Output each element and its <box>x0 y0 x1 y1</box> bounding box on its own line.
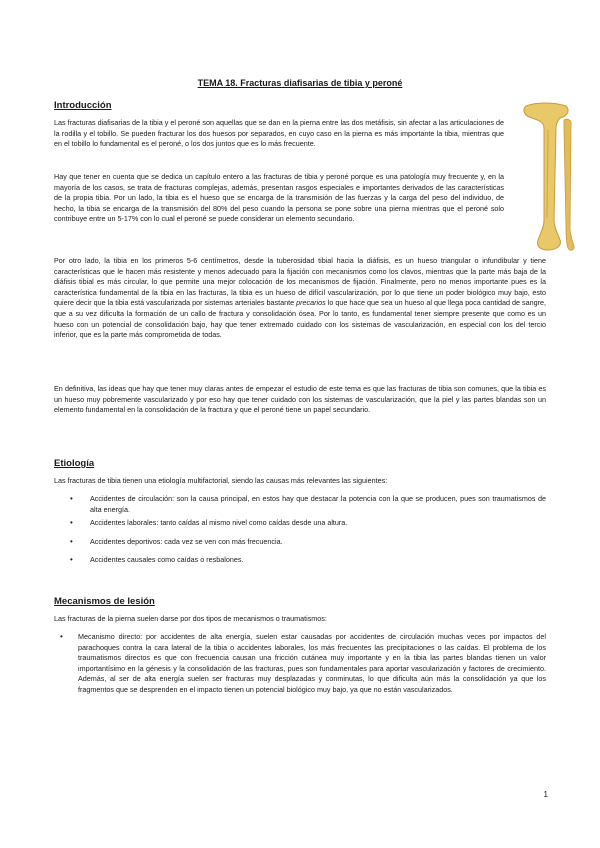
heading-mecanismos: Mecanismos de lesión <box>54 596 155 607</box>
page-number: 1 <box>543 790 548 799</box>
list-item-text: Accidentes de circulación: son la causa principal, en estos hay que destacar la potencia con la que se producen, pues son traumatismos de alta energía. <box>90 494 546 514</box>
heading-introduccion: Introducción <box>54 100 112 111</box>
list-item <box>54 555 546 566</box>
intro-paragraph-4: En definitiva, las ideas que hay que tener muy claras antes de empezar el estudio de este tema es que las fracturas de tibia son comunes, que la tibia es un hueso muy pobremente vascularizado y por eso hay que tener cuidado con los sistemas de vascularización, que la piel y las partes blandas son un elemento fundamental en la consolidación de la fractura y que el peroné tiene un papel secundario. <box>54 384 546 415</box>
list-item-text: Accidentes deportivos: cada vez se ven con más frecuencia. <box>90 536 283 546</box>
bullet-icon: • <box>60 632 63 641</box>
list-item <box>54 494 546 515</box>
list-item <box>54 537 546 548</box>
list-item-text: Accidentes causales como caídas o resbalones. <box>90 555 244 565</box>
list-item <box>54 518 546 529</box>
mecanismos-list <box>54 632 546 696</box>
etiologia-list <box>54 494 546 566</box>
bullet-icon: • <box>70 518 73 528</box>
mecanismos-intro: Las fracturas de la pierna suelen darse por dos tipos de mecanismos o traumatismos: <box>54 614 327 623</box>
tibia-fibula-bone-illustration <box>514 100 586 256</box>
list-item <box>54 632 546 696</box>
intro-paragraph-3 <box>54 256 546 341</box>
bullet-icon: • <box>70 536 73 546</box>
list-item-text: Accidentes laborales: tanto caídas al mismo nivel como caídas desde una altura. <box>90 518 348 528</box>
bullet-icon: • <box>70 555 73 565</box>
intro-paragraph-2: Hay que tener en cuenta que se dedica un capítulo entero a las fracturas de tibia y peroné porque es una patología muy frecuente y, en la mayoría de los casos, se trata de fracturas complejas, además, presentan rasgos especiales e importantes derivados de las características de la propia tibia. Por un lado, la tibia es el hueso que se encarga de la transmisión de las fuerzas y la carga del peso del individuo, de hecho, la tibia se encarga de la transmisión del 80% del peso cuando la persona se pone sobre una pierna mientras que el peroné solo contribuye entre un 5-17% con lo cual el peroné se puede considerar un elemento secundario. <box>54 172 504 224</box>
bullet-icon: • <box>70 494 73 503</box>
intro-paragraph-3-part-b: lo que hace que sea un hueso al que llega poca cantidad de sangre, que a su vez dificulta la formación de un callo de fractura y consolidación ósea. Por lo tanto, es fundamental tener siempre presente que como es un hueso con un potencial de consolidación bajo, hay que tener extremado cuidado con los sistemas de vascularización, en especial con los del tercio inferior, que es la parte más comprometida de todas. <box>54 298 547 340</box>
intro-paragraph-1: Las fracturas diafisarias de la tibia y el peroné son aquellas que se dan en la pierna entre las dos metáfisis, sin afectar a las articulaciones de la rodilla y el tobillo. Se pueden fracturar los dos huesos por separados, en cuyo caso en la pierna es más importante la tibia, mientras que en el tobillo lo fundamental es el peroné, o los dos juntos que es lo más frecuente. <box>54 118 504 149</box>
intro-paragraph-3-emphasis: precarios <box>296 298 326 308</box>
list-item-text: Mecanismo directo: por accidentes de alta energía, suelen estar causadas por accidentes de circulación muchas veces por impactos del parachoques contra la cara lateral de la tibia o accidentes laborales, los más frecuentes las precipitaciones o las caídas. El problema de los traumatismos directos es que con frecuencia causan una fricción cutánea muy importante y en la tibia las partes blandas tienen un valor importantísimo en la génesis y la consolidación de las fracturas, pues son fundamentales para aportar vascularización y factores de crecimiento. Además, al ser de alta energía suelen ser fracturas muy desplazadas y conminutas, lo que dificulta aún más la consolidación ya que los fragmentos que se desprenden en el impacto tienen un potencial biológico muy bajo, ya que no están vascularizados. <box>78 632 546 694</box>
etiologia-intro: Las fracturas de tibia tienen una etiología multifactorial, siendo las causas más relevantes las siguientes: <box>54 476 388 485</box>
heading-etiologia: Etiología <box>54 458 95 469</box>
page-title: TEMA 18. Fracturas diafisarias de tibia y peroné <box>197 78 403 88</box>
intro-paragraph-3-part-a: Por otro lado, la tibia en los primeros 5-6 centímetros, desde la tuberosidad tibial hacia la diáfisis, es un hueso triangular o infundibular y tiene características que le hacen más resistente y menos adecuado para la fijación con mecanismos como los clavos, mientras que la parte más baja de la diáfisis tibial es más circular, lo que permite una mejor colocación de los mecanismos de fijación. Finalmente, pero no menos importante pues es la característica fundamental de la tibia en las fracturas, la tibia es un hueso de difícil vascularización, por lo que tiene un poder biológico muy bajo, esto quiere decir que la tibia está vascularizada por sistemas arteriales bastante <box>54 256 546 308</box>
